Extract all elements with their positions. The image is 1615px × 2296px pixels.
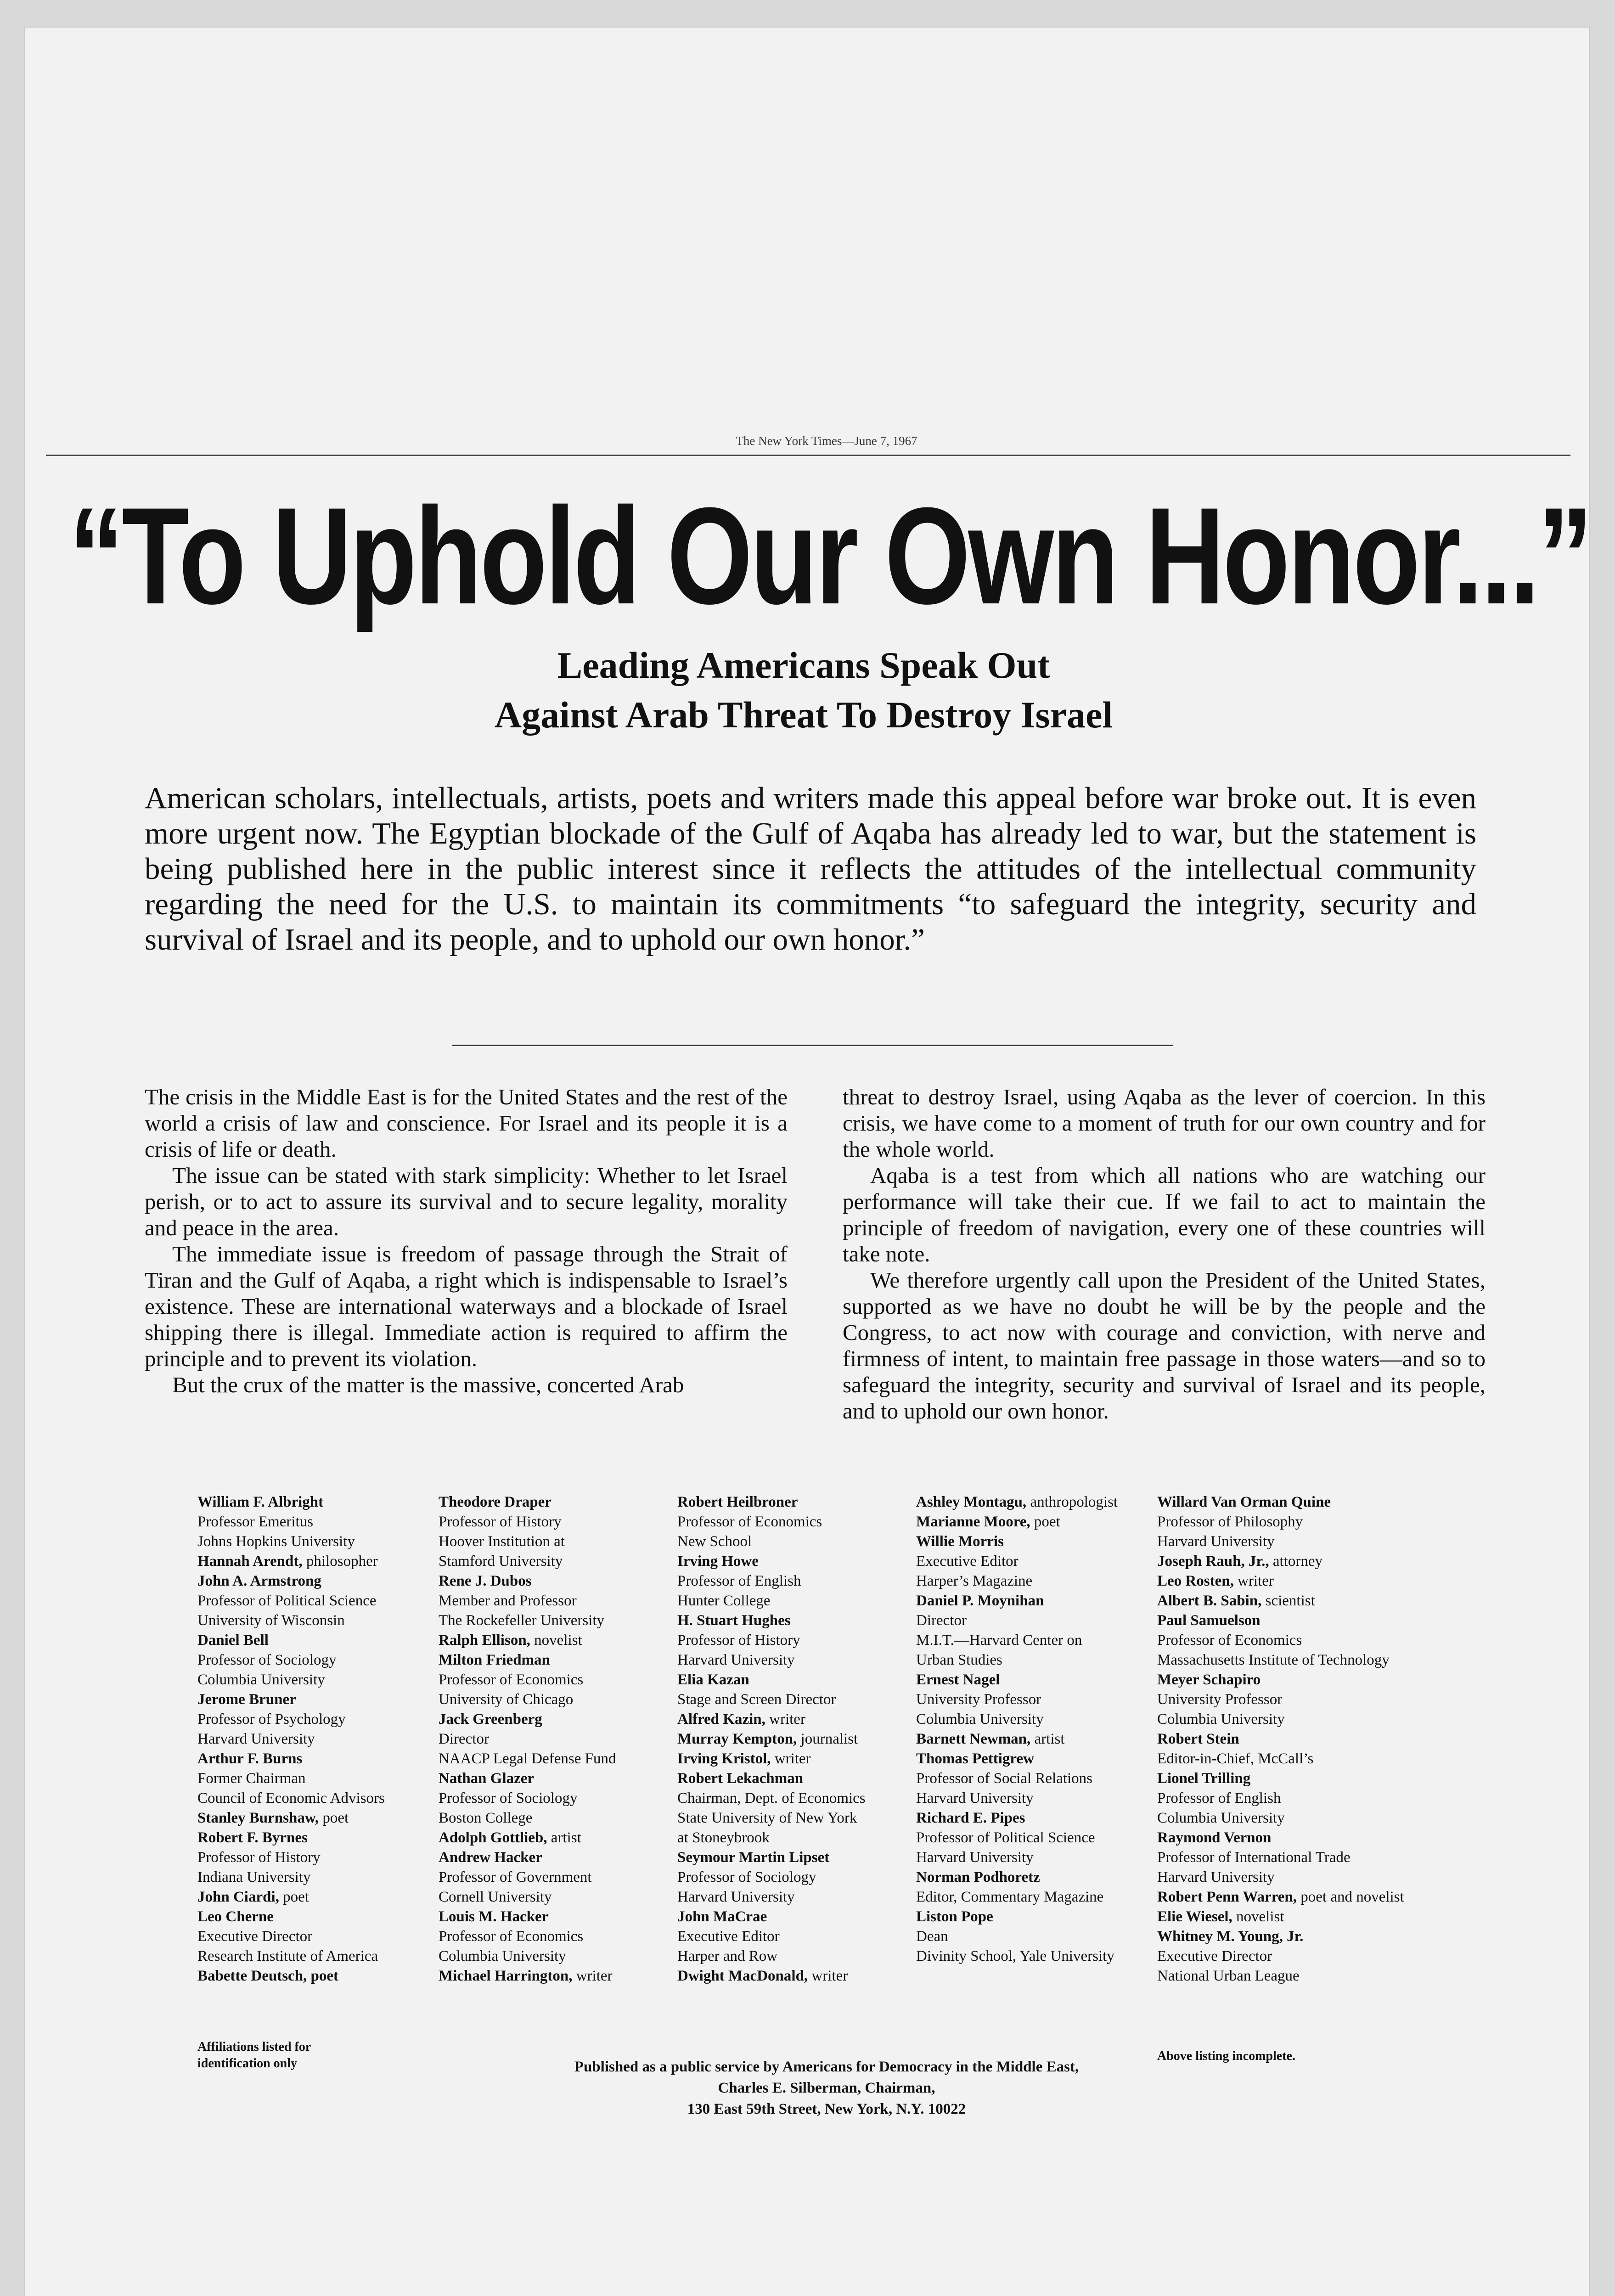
signatory-affiliation: Professor of Economics	[677, 1514, 822, 1530]
signatory-role: philosopher	[302, 1553, 378, 1570]
signatory-name: Ralph Ellison,	[439, 1632, 530, 1649]
signatory	[197, 1492, 427, 1552]
signatory-affiliation: Stage and Screen Director	[677, 1691, 836, 1708]
signatory-affiliation: National Urban League	[1157, 1968, 1300, 1984]
signatory-name: John MaCrae	[677, 1908, 767, 1925]
signatory-affiliation: Professor of History	[197, 1849, 321, 1866]
signatory-role: scientist	[1261, 1593, 1315, 1609]
signatory-name-line	[677, 1492, 916, 1512]
subheadline-line-2: Against Arab Threat To Destroy Israel	[494, 694, 1113, 736]
signatory	[1157, 1887, 1469, 1907]
signatory	[1157, 1571, 1469, 1591]
signatory	[1157, 1492, 1469, 1552]
signatory-name: Robert Stein	[1157, 1731, 1239, 1747]
signatory-name-line	[439, 1848, 673, 1868]
signatory-affiliation: Columbia University	[916, 1711, 1044, 1728]
signatory-name-line	[677, 1611, 916, 1631]
signatory-name: Robert Lekachman	[677, 1770, 804, 1787]
signatory-affiliation: Harvard University	[916, 1790, 1034, 1806]
signatory-name-line	[197, 1749, 427, 1769]
signatory-name: Michael Harrington,	[439, 1968, 573, 1984]
signatory-affiliation: Harvard University	[1157, 1869, 1275, 1885]
signatory-name: Irving Howe	[677, 1553, 759, 1570]
signatory-affiliation: Indiana University	[197, 1869, 311, 1885]
signatory-name: William F. Albright	[197, 1494, 324, 1510]
signatory	[439, 1571, 673, 1631]
signatory-name-line	[1157, 1571, 1469, 1591]
signatory	[916, 1868, 1164, 1907]
signatory-affiliation: Harper’s Magazine	[916, 1573, 1033, 1589]
signatory-name: Elia Kazan	[677, 1671, 749, 1688]
signatory-affiliation: Harvard University	[916, 1849, 1034, 1866]
signatory	[677, 1710, 916, 1729]
signatory-affiliation: Professor of English	[1157, 1790, 1281, 1806]
signatory-name-line	[1157, 1887, 1469, 1907]
signatory-affiliation: Columbia University	[197, 1671, 325, 1688]
signatory-name: Irving Kristol,	[677, 1750, 771, 1767]
signatory-affiliation: Massachusetts Institute of Technology	[1157, 1652, 1390, 1668]
signatory-name-line	[916, 1808, 1164, 1828]
signatory-name: Alfred Kazin,	[677, 1711, 765, 1728]
signatory-name-line	[439, 1710, 673, 1729]
signatory-name-line	[916, 1907, 1164, 1927]
signatory-affiliation: Harvard University	[197, 1731, 315, 1747]
signatory	[439, 1650, 673, 1710]
signatory-affiliation: Columbia University	[439, 1948, 566, 1964]
headline: “To Uphold Our Own Honor...”	[69, 478, 1591, 633]
signatory-name-line	[197, 1571, 427, 1591]
signatory-name: Leo Rosten,	[1157, 1573, 1234, 1589]
signatory-name-line	[916, 1868, 1164, 1887]
signatory-name-line	[677, 1848, 916, 1868]
signatory-name: Whitney M. Young, Jr.	[1157, 1928, 1304, 1945]
signatory-name-line	[197, 1907, 427, 1927]
signatory	[197, 1808, 427, 1828]
signatory	[439, 1492, 673, 1571]
signatory-affiliation: Professor of English	[677, 1573, 801, 1589]
signatory	[197, 1966, 427, 1986]
signatory-affiliation: Professor of History	[677, 1632, 800, 1649]
signatory-name: Leo Cherne	[197, 1908, 274, 1925]
signatory-name-line	[1157, 1828, 1469, 1848]
intro-paragraph: American scholars, intellectuals, artists, poets and writers made this appeal before war broke out. It is even more urgent now. The Egyptian blockade of the Gulf of Aqaba has already led to war, but the statement is being published here in the public interest since it reflects the attitudes of the intellectual community regarding the need for the U.S. to maintain its commitments “to safeguard the integrity, security and survival of Israel and its people, and to uphold our own honor.”	[145, 781, 1476, 957]
signatory	[1157, 1670, 1469, 1729]
signatory-name-line	[197, 1966, 427, 1986]
body-paragraph: The crisis in the Middle East is for the United States and the rest of the world a crisis of law and conscience. For Israel and its people it is a crisis of life or death.	[145, 1084, 788, 1162]
signatory-role: writer	[572, 1968, 613, 1984]
signatory-affiliation: Urban Studies	[916, 1652, 1002, 1668]
signatory-name: Andrew Hacker	[439, 1849, 542, 1866]
body-column-right	[843, 1084, 1486, 1424]
signatory	[439, 1631, 673, 1650]
signatory-affiliation: Professor of Social Relations	[916, 1770, 1093, 1787]
signatory-name: H. Stuart Hughes	[677, 1612, 791, 1629]
signatory-name-line	[677, 1749, 916, 1769]
signatory-role: poet and novelist	[1297, 1889, 1404, 1905]
signatory	[439, 1848, 673, 1907]
signatory-affiliation: Boston College	[439, 1810, 533, 1826]
signatory	[677, 1670, 916, 1710]
signatory-name: Milton Friedman	[439, 1652, 550, 1668]
body-paragraph: The issue can be stated with stark simplicity: Whether to let Israel perish, or to act to assure its survival and to secure legality, morality and peace in the area.	[145, 1163, 788, 1240]
signatory-name: Willard Van Orman Quine	[1157, 1494, 1331, 1510]
signatory	[439, 1769, 673, 1828]
signatory-affiliation: Columbia University	[1157, 1711, 1285, 1728]
signatory-role: novelist	[530, 1632, 582, 1649]
publisher-line-2: Charles E. Silberman, Chairman,	[718, 2080, 935, 2096]
masthead: The New York Times—June 7, 1967	[736, 434, 917, 448]
signatory	[197, 1690, 427, 1749]
signatory-name-line	[1157, 1492, 1469, 1512]
publisher-line-3: 130 East 59th Street, New York, N.Y. 10022	[687, 2101, 966, 2117]
signatory-name: Liston Pope	[916, 1908, 993, 1925]
signatory-name: John A. Armstrong	[197, 1573, 321, 1589]
signatory-name: Marianne Moore,	[916, 1514, 1030, 1530]
signatory-name-line	[677, 1729, 916, 1749]
signatory	[197, 1887, 427, 1907]
signatory-name: Meyer Schapiro	[1157, 1671, 1261, 1688]
body-paragraph: Aqaba is a test from which all nations who are watching our performance will take their cue. If we fail to act to maintain the principle of freedom of navigation, every one of these countries will take note.	[843, 1163, 1486, 1266]
signatory-name: Seymour Martin Lipset	[677, 1849, 830, 1866]
signatory-role: artist	[1030, 1731, 1065, 1747]
signatory	[916, 1729, 1164, 1749]
signatory	[916, 1749, 1164, 1808]
signatory-affiliation: Professor of Sociology	[197, 1652, 337, 1668]
signatory-role: anthropologist	[1026, 1494, 1118, 1510]
signatory-name-line	[677, 1907, 916, 1927]
signatory	[916, 1532, 1164, 1591]
signatory-affiliation: Research Institute of America	[197, 1948, 378, 1964]
signatory-affiliation: Executive Director	[197, 1928, 313, 1945]
signatory-name-line	[677, 1769, 916, 1789]
signatory-name-line	[916, 1670, 1164, 1690]
signatory-role: writer	[808, 1968, 848, 1984]
signatory	[1157, 1591, 1469, 1611]
signatory-name: Jack Greenberg	[439, 1711, 542, 1728]
signatory-name: Daniel Bell	[197, 1632, 269, 1649]
publisher-info	[505, 2056, 1148, 2120]
signatory-affiliation: Professor of History	[439, 1514, 562, 1530]
signatory-affiliation: Professor Emeritus	[197, 1514, 314, 1530]
signatory-name-line	[439, 1966, 673, 1986]
signatory	[916, 1907, 1164, 1966]
signatory-name-line	[439, 1571, 673, 1591]
signatory-role: journalist	[797, 1731, 858, 1747]
signatory-affiliation: Professor of Philosophy	[1157, 1514, 1303, 1530]
signatory-affiliation: Council of Economic Advisors	[197, 1790, 385, 1806]
signatory-role: writer	[771, 1750, 811, 1767]
body-column-left	[145, 1084, 788, 1398]
signatory-name-line	[439, 1631, 673, 1650]
signatory-name-line	[1157, 1552, 1469, 1571]
signatory-affiliation: University of Chicago	[439, 1691, 574, 1708]
signatory	[677, 1848, 916, 1907]
signatory-affiliation: Executive Editor	[677, 1928, 780, 1945]
signatory-name-line	[197, 1828, 427, 1848]
signatory-name: Hannah Arendt,	[197, 1553, 303, 1570]
signatory-name-line	[677, 1966, 916, 1986]
signatory-affiliation: Columbia University	[1157, 1810, 1285, 1826]
signatory-name: Theodore Draper	[439, 1494, 551, 1510]
signatory-name-line	[916, 1492, 1164, 1512]
subheadline-line-1: Leading Americans Speak Out	[557, 644, 1050, 686]
signatory-name-line	[197, 1690, 427, 1710]
signatory	[439, 1828, 673, 1848]
signatory-name-line	[677, 1552, 916, 1571]
subheadline	[184, 641, 1424, 740]
signatory-name-line	[916, 1532, 1164, 1552]
signatory-name: Daniel P. Moynihan	[916, 1593, 1044, 1609]
signatory-name: Ernest Nagel	[916, 1671, 1000, 1688]
signatory-affiliation: Stamford University	[439, 1553, 563, 1570]
signatory-affiliation: Divinity School, Yale University	[916, 1948, 1114, 1964]
signatory-affiliation: Member and Professor	[439, 1593, 577, 1609]
signatory-role: novelist	[1232, 1908, 1284, 1925]
signatory	[439, 1907, 673, 1966]
signatory-name: Ashley Montagu,	[916, 1494, 1027, 1510]
signatory-name: Babette Deutsch, poet	[197, 1968, 339, 1984]
signatory-name-line	[439, 1769, 673, 1789]
signatory	[1157, 1611, 1469, 1670]
signatory-affiliation: M.I.T.—Harvard Center on	[916, 1632, 1082, 1649]
signatory-affiliation: University Professor	[1157, 1691, 1283, 1708]
signatory-affiliation: Hunter College	[677, 1593, 771, 1609]
signatory	[677, 1552, 916, 1611]
signatory-affiliation: Harvard University	[677, 1889, 795, 1905]
signatory-column-3	[677, 1492, 916, 1986]
signatory-affiliation: Harvard University	[1157, 1533, 1275, 1550]
signatory-affiliation: Professor of Psychology	[197, 1711, 346, 1728]
signatory-affiliation: Professor of Economics	[439, 1928, 584, 1945]
signatory-affiliation: Director	[439, 1731, 489, 1747]
signatory	[1157, 1828, 1469, 1887]
signatory-affiliation: Dean	[916, 1928, 948, 1945]
signatory-name-line	[916, 1749, 1164, 1769]
signatory-role: writer	[765, 1711, 805, 1728]
signatory	[1157, 1769, 1469, 1828]
signatory-name-line	[1157, 1769, 1469, 1789]
signatory-name: Norman Podhoretz	[916, 1869, 1040, 1885]
signatory-affiliation: at Stoneybrook	[677, 1829, 770, 1846]
signatory-affiliation: Professor of Sociology	[677, 1869, 816, 1885]
signatory-affiliation: Chairman, Dept. of Economics	[677, 1790, 866, 1806]
body-paragraph: We therefore urgently call upon the President of the United States, supported as we have no doubt he will be by the people and the Congress, to act now with courage and conviction, with nerve and firmness of intent, to maintain free passage in those waters—and so to safeguard the integrity, security and survival of Israel and its people, and to uphold our own honor.	[843, 1267, 1486, 1424]
top-rule	[46, 455, 1570, 456]
signatory-name-line	[197, 1808, 427, 1828]
signatory	[197, 1631, 427, 1690]
body-paragraph: The immediate issue is freedom of passage through the Strait of Tiran and the Gulf of Aqaba, a right which is indispensable to Israel’s existence. These are international waterways and a blockade of Israel shipping there is illegal. Immediate action is required to affirm the principle and to prevent its violation.	[145, 1241, 788, 1371]
signatory	[677, 1492, 916, 1552]
signatory-name: John Ciardi,	[197, 1889, 279, 1905]
signatory	[677, 1729, 916, 1749]
signatory-affiliation: Former Chairman	[197, 1770, 306, 1787]
signatory-affiliation: Professor of Economics	[439, 1671, 584, 1688]
signatory-name-line	[1157, 1591, 1469, 1611]
signatory-affiliation: The Rockefeller University	[439, 1612, 605, 1629]
signatory	[916, 1670, 1164, 1729]
signatory-name: Barnett Newman,	[916, 1731, 1031, 1747]
signatory-name-line	[916, 1591, 1164, 1611]
signatory-column-4	[916, 1492, 1164, 1966]
signatory	[677, 1611, 916, 1670]
signatory-affiliation: Harper and Row	[677, 1948, 778, 1964]
signatory	[916, 1808, 1164, 1868]
signatory-name-line	[197, 1887, 427, 1907]
affiliation-note: Affiliations listed for identification only	[197, 2040, 311, 2071]
signatory	[1157, 1927, 1469, 1986]
signatory-name-line	[197, 1631, 427, 1650]
signatory-name-line	[1157, 1611, 1469, 1631]
signatory-name: Murray Kempton,	[677, 1731, 797, 1747]
signatory-role: artist	[547, 1829, 581, 1846]
signatory	[1157, 1552, 1469, 1571]
signatory-name: Arthur F. Burns	[197, 1750, 303, 1767]
signatory-affiliation: Executive Director	[1157, 1948, 1272, 1964]
signatory	[197, 1907, 427, 1966]
signatory-affiliation: Editor, Commentary Magazine	[916, 1889, 1104, 1905]
signatory-affiliation: Director	[916, 1612, 967, 1629]
signatory	[197, 1571, 427, 1631]
signatory-role: poet	[1030, 1514, 1060, 1530]
signatory	[677, 1966, 916, 1986]
signatory-affiliation: Professor of Economics	[1157, 1632, 1302, 1649]
signatory-name: Jerome Bruner	[197, 1691, 296, 1708]
signatory-name: Albert B. Sabin,	[1157, 1593, 1262, 1609]
signatory-affiliation: Professor of Sociology	[439, 1790, 578, 1806]
signatory-name-line	[439, 1650, 673, 1670]
signatory-name: Raymond Vernon	[1157, 1829, 1272, 1846]
signatory-affiliation: University Professor	[916, 1691, 1041, 1708]
signatory-name-line	[916, 1729, 1164, 1749]
signatory-name-line	[197, 1492, 427, 1512]
signatory-name-line	[1157, 1907, 1469, 1927]
signatory	[1157, 1729, 1469, 1769]
signatory	[1157, 1907, 1469, 1927]
signatory-name: Elie Wiesel,	[1157, 1908, 1232, 1925]
signatory-name: Lionel Trilling	[1157, 1770, 1251, 1787]
signatory-affiliation: NAACP Legal Defense Fund	[439, 1750, 616, 1767]
signatory	[916, 1591, 1164, 1670]
signatory-name-line	[439, 1907, 673, 1927]
signatory-role: poet	[319, 1810, 349, 1826]
signatory-affiliation: State University of New York	[677, 1810, 857, 1826]
signatory-column-2	[439, 1492, 673, 1986]
signatory-column-1	[197, 1492, 427, 1986]
signatory-affiliation: Johns Hopkins University	[197, 1533, 355, 1550]
signatory-name-line	[677, 1710, 916, 1729]
signatory-name: Thomas Pettigrew	[916, 1750, 1034, 1767]
signatory	[677, 1907, 916, 1966]
signatory-name-line	[1157, 1729, 1469, 1749]
signatory-affiliation: Professor of International Trade	[1157, 1849, 1351, 1866]
signatory-affiliation: Editor-in-Chief, McCall’s	[1157, 1750, 1314, 1767]
signatory-name: Joseph Rauh, Jr.,	[1157, 1553, 1269, 1570]
signatory-affiliation: Professor of Political Science	[916, 1829, 1095, 1846]
signatory-name: Paul Samuelson	[1157, 1612, 1260, 1629]
signatory-name: Robert Heilbroner	[677, 1494, 798, 1510]
signatory-name-line	[1157, 1670, 1469, 1690]
signatory-name: Adolph Gottlieb,	[439, 1829, 547, 1846]
signatory-name-line	[1157, 1927, 1469, 1947]
listing-note: Above listing incomplete.	[1157, 2049, 1295, 2063]
signatory-name-line	[197, 1552, 427, 1571]
signatory-name: Louis M. Hacker	[439, 1908, 549, 1925]
signatory-name: Robert Penn Warren,	[1157, 1889, 1297, 1905]
signatory-name-line	[916, 1512, 1164, 1532]
signatory	[439, 1966, 673, 1986]
signatory-name-line	[677, 1670, 916, 1690]
signatory-affiliation: Hoover Institution at	[439, 1533, 565, 1550]
signatory-affiliation: Professor of Political Science	[197, 1593, 377, 1609]
signatory-name: Willie Morris	[916, 1533, 1004, 1550]
signatory-name-line	[439, 1828, 673, 1848]
signatory-affiliation: Cornell University	[439, 1889, 552, 1905]
signatory-name: Robert F. Byrnes	[197, 1829, 308, 1846]
signatory-name: Nathan Glazer	[439, 1770, 535, 1787]
section-divider	[452, 1045, 1173, 1046]
signatory-affiliation: Professor of Government	[439, 1869, 592, 1885]
signatory-affiliation: University of Wisconsin	[197, 1612, 345, 1629]
signatory-name: Rene J. Dubos	[439, 1573, 532, 1589]
body-paragraph: But the crux of the matter is the massive, concerted Arab	[172, 1372, 684, 1397]
signatory	[197, 1828, 427, 1887]
publisher-line-1: Published as a public service by Americans for Democracy in the Middle East,	[574, 2059, 1079, 2075]
signatory-role: poet	[279, 1889, 309, 1905]
signatory-name: Richard E. Pipes	[916, 1810, 1025, 1826]
signatory-name-line	[439, 1492, 673, 1512]
signatory-name: Stanley Burnshaw,	[197, 1810, 319, 1826]
signatory	[916, 1492, 1164, 1512]
signatory	[197, 1749, 427, 1808]
signatory-role: attorney	[1269, 1553, 1322, 1570]
signatory-name: Dwight MacDonald,	[677, 1968, 808, 1984]
signatory-column-5	[1157, 1492, 1469, 1986]
body-paragraph: threat to destroy Israel, using Aqaba as the lever of coercion. In this crisis, we have come to a moment of truth for our own country and for the whole world.	[843, 1084, 1486, 1162]
signatory	[916, 1512, 1164, 1532]
signatory	[197, 1552, 427, 1571]
signatory	[677, 1769, 916, 1848]
signatory	[677, 1749, 916, 1769]
signatory-role: writer	[1233, 1573, 1274, 1589]
signatory-affiliation: Executive Editor	[916, 1553, 1019, 1570]
signatory	[439, 1710, 673, 1769]
signatory-affiliation: Harvard University	[677, 1652, 795, 1668]
signatory-affiliation: New School	[677, 1533, 752, 1550]
